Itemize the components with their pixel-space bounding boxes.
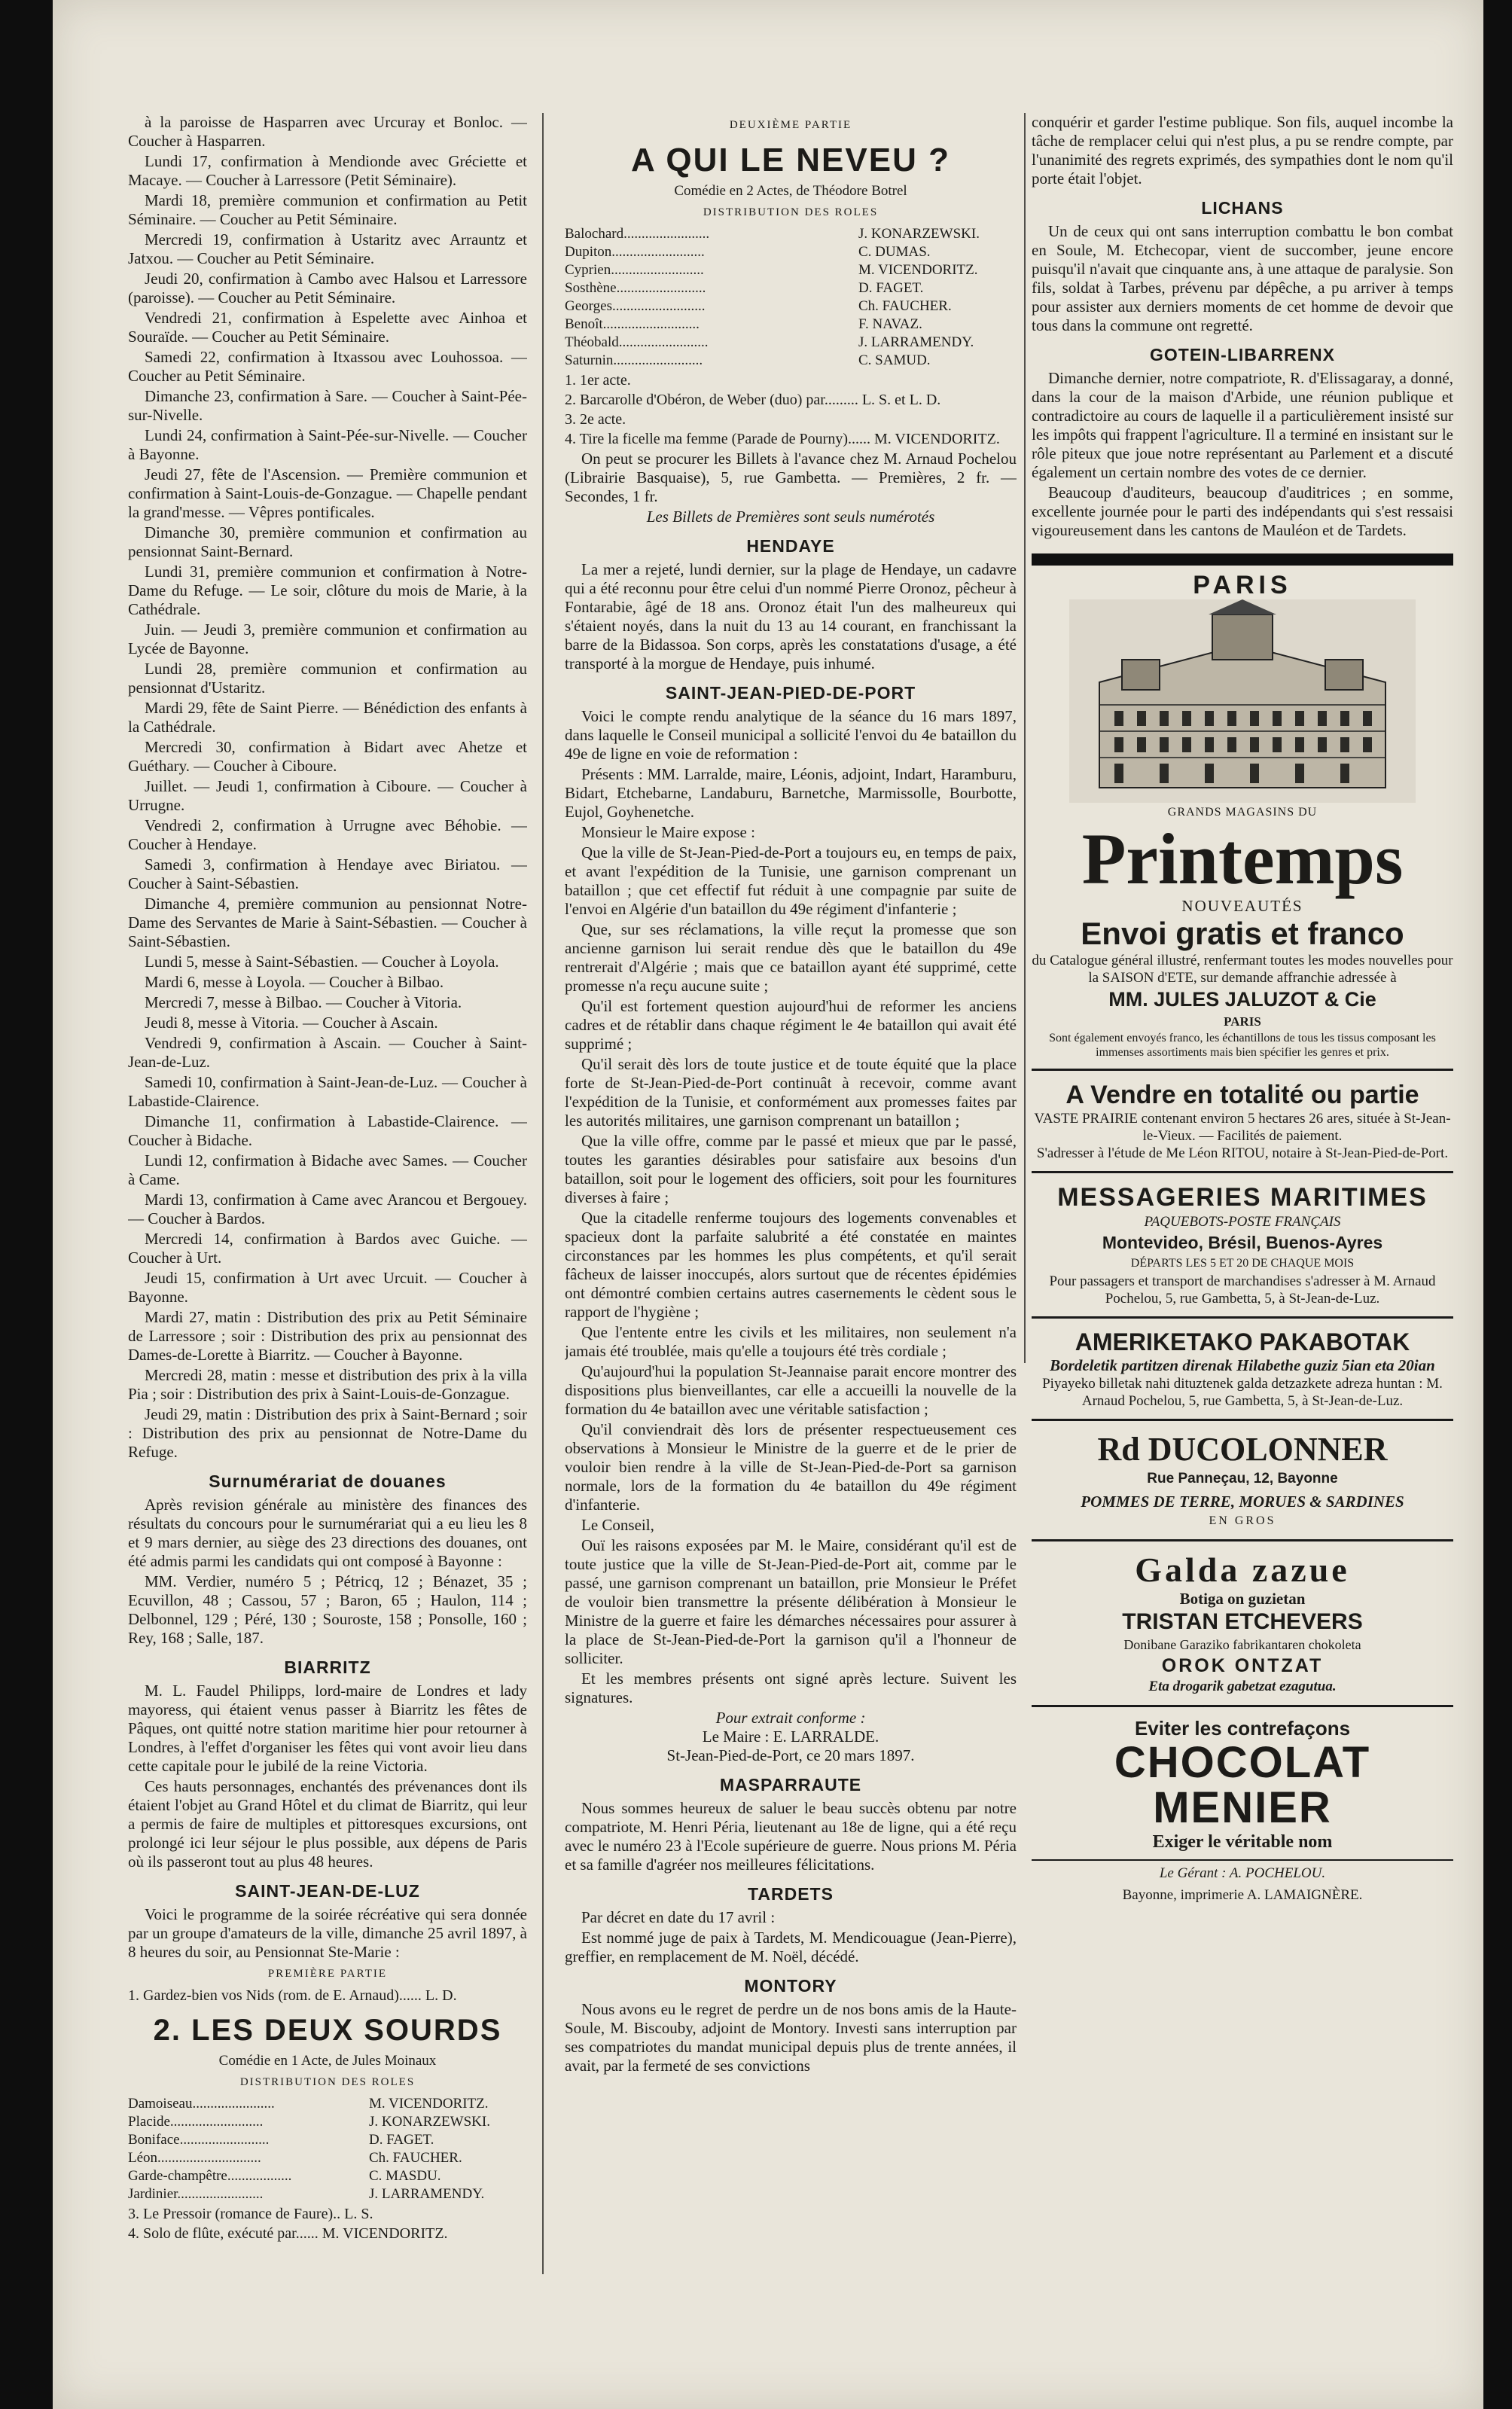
- paragraph: Mercredi 28, matin : messe et distribution des prix à la villa Pia ; soir : Distribution des prix à Saint-Louis-de-Gonzague.: [128, 1366, 527, 1403]
- ad-title: Rd DUCOLONNER: [1097, 1431, 1388, 1468]
- role-name: Sosthène.........................: [565, 280, 706, 296]
- paragraph: Par décret en date du 17 avril :: [581, 1908, 776, 1926]
- ad-brand: CHOCOLAT: [1114, 1738, 1371, 1787]
- section-title-biarritz: BIARRITZ: [284, 1657, 371, 1677]
- ad-divider: [1032, 1705, 1453, 1707]
- paragraph: Mardi 18, première communion et confirmation au Petit Séminaire. — Coucher au Petit Séminaire.: [128, 191, 527, 228]
- section-title-tardets: TARDETS: [748, 1884, 834, 1904]
- actor-name: C. MASDU.: [369, 2168, 441, 2184]
- paragraph: Mercredi 14, confirmation à Bardos avec Guiche. — Coucher à Urt.: [128, 1230, 527, 1267]
- role-name: Cyprien..........................: [565, 262, 704, 278]
- actor-name: C. SAMUD.: [858, 352, 931, 368]
- ad-brand: Printemps: [1081, 819, 1404, 899]
- cast-row: [128, 2185, 527, 2203]
- paragraph: Que, sur ses réclamations, la ville reçut la promesse que son ancienne garnison lui serait rendue dès que le bataillon du 49e rentrerait d'Algérie ; mais que ce bataillon ayant été supprimé, cette promesse n'a reçu aucune suite ;: [565, 920, 1017, 995]
- paragraph: Lundi 24, confirmation à Saint-Pée-sur-Nivelle. — Coucher à Bayonne.: [128, 426, 527, 463]
- place-date: St-Jean-Pied-de-Port, ce 20 mars 1897.: [666, 1746, 915, 1764]
- ad-text: Sont également envoyés franco, les échantillons de tous les tissus composant les immenses assortiments mais bien spécifier les genres et prix.: [1049, 1032, 1436, 1059]
- section-title-sjl: SAINT-JEAN-DE-LUZ: [235, 1881, 420, 1901]
- ad-text: VASTE PRAIRIE contenant environ 5 hectares 26 ares, située à St-Jean-le-Vieux. — Facilités de paiement.: [1034, 1111, 1451, 1144]
- ad-paris: PARIS: [1224, 1014, 1261, 1029]
- ad-title: Galda zazue: [1135, 1551, 1350, 1589]
- paragraph: Jeudi 15, confirmation à Urt avec Urcuit. — Coucher à Bayonne.: [128, 1269, 527, 1306]
- play-title: A QUI LE NEVEU ?: [631, 142, 950, 178]
- roles-label: DISTRIBUTION DES ROLES: [239, 2076, 416, 2088]
- gerant: Le Gérant : A. POCHELOU.: [1159, 1865, 1326, 1881]
- role-name: Théobald.........................: [565, 334, 709, 350]
- role-name: Benoît...........................: [565, 316, 700, 332]
- column-rule: [1024, 113, 1026, 1363]
- council-report: [565, 707, 1017, 1707]
- paragraph: Qu'il est fortement question aujourd'hui de reformer les anciens cadres et de rétablir dans chaque régiment le 4e bataillon qui avait été supprimé ;: [565, 997, 1017, 1053]
- play-subtitle: Comédie en 2 Actes, de Théodore Botrel: [674, 183, 907, 199]
- ad-line: TRISTAN ETCHEVERS: [1122, 1609, 1363, 1634]
- role-name: Garde-champêtre..................: [128, 2168, 292, 2184]
- paragraph: Mardi 29, fête de Saint Pierre. — Bénédiction des enfants à la Cathédrale.: [128, 699, 527, 736]
- ad-text: du Catalogue général illustré, renfermant toutes les modes nouvelles pour la SAISON d'ETE, sur demande affranchie adressée à: [1032, 953, 1453, 986]
- program-item: 3. Le Pressoir (romance de Faure).. L. S.: [128, 2206, 373, 2222]
- paragraph: Juillet. — Jeudi 1, confirmation à Ciboure. — Coucher à Urrugne.: [128, 777, 527, 814]
- paragraph: Dimanche 30, première communion et confirmation au pensionnat Saint-Bernard.: [128, 523, 527, 560]
- paragraph: Un de ceux qui ont sans interruption combattu le bon combat en Soule, M. Etchecopar, vient de succomber, jeune encore puisqu'il n'avait que cinquante ans, à une attaque de paralysie. Son fils, soldat à Tarbes, prévenu par dépêche, a pu arriver à temps pour assister aux derniers moments de cet homme de devoir que tous dans la commune ont regretté.: [1032, 222, 1453, 334]
- ad-title: AMERIKETAKO PAKABOTAK: [1075, 1328, 1410, 1355]
- cast-list: [128, 2095, 527, 2203]
- paragraph: Présents : MM. Larralde, maire, Léonis, adjoint, Indart, Haramburu, Bidart, Etchebarne, Landaburu, Barnetche, Marmissolle, Bourbotte, Eujol, Goyhenetche.: [565, 765, 1017, 821]
- cast-row: [128, 2113, 527, 2131]
- program-part-label: PREMIÈRE PARTIE: [267, 1968, 388, 1980]
- role-name: Georges..........................: [565, 298, 706, 314]
- role-name: Dupiton..........................: [565, 244, 705, 260]
- paragraph: Vendredi 9, confirmation à Ascain. — Coucher à Saint-Jean-de-Luz.: [128, 1034, 527, 1071]
- paragraph: Samedi 10, confirmation à Saint-Jean-de-Luz. — Coucher à Labastide-Clairence.: [128, 1073, 527, 1110]
- cast-list: [565, 225, 1017, 370]
- actor-name: J. LARRAMENDY.: [858, 334, 974, 350]
- role-name: Boniface.........................: [128, 2132, 270, 2148]
- ad-ducolonner: [1032, 1430, 1453, 1530]
- ad-divider: [1032, 1419, 1453, 1421]
- ad-city: PARIS: [1193, 571, 1292, 599]
- paragraph: Juin. — Jeudi 3, première communion et confirmation au Lycée de Bayonne.: [128, 621, 527, 657]
- paragraph: Mardi 13, confirmation à Came avec Arancou et Bergouey. — Coucher à Bardos.: [128, 1191, 527, 1227]
- actor-name: Ch. FAUCHER.: [369, 2150, 462, 2166]
- paragraph: Voici le compte rendu analytique de la séance du 16 mars 1897, dans laquelle le Conseil municipal a sollicité l'envoi du 4e bataillon du 49e de ligne en voie de reformation :: [565, 707, 1017, 763]
- paragraph: MM. Verdier, numéro 5 ; Pétricq, 12 ; Bénazet, 35 ; Ecuvillon, 48 ; Cassou, 57 ; Baron, 65 ; Haulon, 114 ; Delbonnel, 129 ; Péré, 130 ; Souroste, 158 ; Ponsolle, 160 ; Rey, 168 ; Salle, 187.: [128, 1572, 527, 1647]
- paragraph: La mer a rejeté, lundi dernier, sur la plage de Hendaye, un cadavre qui a été reconnu pour être celui d'un nommé Pierre Oronoz, pêcheur à Fontarabie, âgé de 18 ans. Oronoz était l'un des malheureux qui s'étaient noyés, dans la nuit du 13 au 14 courant, en franchissant la barre de la Bidassoa. Son corps, après les constatations d'usage, a été transporté à la morgue de Hendaye, puis inhumé.: [565, 560, 1017, 672]
- column-rule: [542, 113, 544, 2274]
- billets-note: Les Billets de Premières sont seuls numérotés: [646, 508, 935, 526]
- ad-sub: PAQUEBOTS-POSTE FRANÇAIS: [1144, 1214, 1341, 1230]
- section-title-masparraute: MASPARRAUTE: [719, 1775, 862, 1795]
- paragraph: Le Conseil,: [581, 1516, 654, 1534]
- cast-row: [128, 2149, 527, 2167]
- paragraph: Lundi 12, confirmation à Bidache avec Sames. — Coucher à Came.: [128, 1151, 527, 1188]
- ad-line: Eviter les contrefaçons: [1134, 1717, 1351, 1740]
- paragraph: Voici le programme de la soirée récréative qui sera donnée par un groupe d'amateurs de la ville, dimanche 25 avril 1897, à 8 heures du soir, au Pensionnat Ste-Marie :: [128, 1905, 527, 1961]
- cast-row: [128, 2131, 527, 2149]
- extract-label: Pour extrait conforme :: [715, 1709, 866, 1727]
- section-title-hendaye: HENDAYE: [746, 536, 835, 556]
- actor-name: J. LARRAMENDY.: [369, 2186, 485, 2202]
- ad-nouveautes: NOUVEAUTÉS: [1181, 897, 1303, 915]
- paragraph: Ouï les raisons exposées par M. le Maire, considérant qu'il est de toute justice que la ville de St-Jean-Pied-de-Port ait, comme par le passé, une garnison comprenant un bataillon, prie Monsieur le Préfet de vouloir bien transmettre la présente délibération à Monsieur le Ministre de la guerre et faire les démarches nécessaires pour assurer à la place de St-Jean-Pied-de-Port la garnison qu'il a l'honneur de solliciter.: [565, 1536, 1017, 1667]
- ad-title: MESSAGERIES MARITIMES: [1057, 1183, 1428, 1212]
- program-item: 3. 2e acte.: [565, 411, 626, 428]
- paragraph: Mercredi 7, messe à Bilbao. — Coucher à Vitoria.: [145, 993, 462, 1011]
- paragraph: Que la ville de St-Jean-Pied-de-Port a toujours eu, en temps de paix, et avant l'expédition de la Tunisie, une garnison comprenant un bataillon ; que cet effectif fut réduit à une compagnie par suite de l'envoi en Algérie d'un bataillon du 49e régiment d'infanterie ;: [565, 843, 1017, 918]
- cast-row: [565, 297, 1017, 316]
- paragraph: Qu'aujourd'hui la population St-Jeannaise parait encore montrer des dispositions plus bienveillantes, car elle a accueilli la nouvelle de la formation du 4e bataillon avec une véritable satisfaction ;: [565, 1362, 1017, 1418]
- actor-name: M. VICENDORITZ.: [369, 2096, 489, 2112]
- paragraph: Jeudi 8, messe à Vitoria. — Coucher à Ascain.: [145, 1014, 438, 1032]
- paragraph: Samedi 3, confirmation à Hendaye avec Biriatou. — Coucher à Saint-Sébastien.: [128, 855, 527, 892]
- paragraph: Qu'il conviendrait dès lors de présenter respectueusement ces observations à Monsieur le Ministre de la guerre et de le prier de vouloir bien rendre à la ville de St-Jean-Pied-de-Port sa garnison normale, lors de la formation du 4e bataillon du 49e régiment d'infanterie.: [565, 1420, 1017, 1514]
- ad-galda: [1032, 1551, 1453, 1696]
- ad-divider: [1032, 1171, 1453, 1173]
- paragraph: Vendredi 21, confirmation à Espelette avec Ainhoa et Souraïde. — Coucher au Petit Séminaire.: [128, 309, 527, 346]
- ad-divider: [1032, 1539, 1453, 1541]
- ad-routes: Montevideo, Brésil, Buenos-Ayres: [1102, 1233, 1383, 1252]
- role-name: Saturnin.........................: [565, 352, 703, 368]
- paragraph: Que la ville offre, comme par le passé et mieux que par le passé, toutes les garanties désirables pour satisfaire aux besoins d'un bataillon, soit pour le logement des officiers, soit pour les fournitures diverses à faire ;: [565, 1132, 1017, 1206]
- paragraph: Lundi 28, première communion et confirmation au pensionnat d'Ustaritz.: [128, 660, 527, 697]
- roles-label: DISTRIBUTION DES ROLES: [703, 206, 879, 218]
- paragraph: Lundi 17, confirmation à Mendionde avec Gréciette et Macaye. — Coucher à Larressore (Petit Séminaire).: [128, 152, 527, 189]
- ad-line: Botiga on guzietan: [1179, 1590, 1306, 1608]
- play-subtitle: Comédie en 1 Acte, de Jules Moinaux: [218, 2053, 437, 2069]
- section-title-gotein: GOTEIN-LIBARRENX: [1150, 345, 1335, 364]
- paragraph: Samedi 22, confirmation à Itxassou avec Louhossoa. — Coucher au Petit Séminaire.: [128, 348, 527, 385]
- program-item: 1. 1er acte.: [565, 372, 631, 389]
- program-item: 4. Tire la ficelle ma femme (Parade de Pourny)...... M. VICENDORITZ.: [565, 431, 1000, 447]
- cast-row: [565, 316, 1017, 334]
- paragraph: conquérir et garder l'estime publique. Son fils, auquel incombe la tâche de remplacer celui qui n'est plus, a pu se rendre compte, par l'unanimité des regrets exprimés, des sympathies dont le nom qu'il porte était l'objet.: [1032, 113, 1453, 188]
- cast-row: [565, 352, 1017, 370]
- paragraph: Dimanche 11, confirmation à Labastide-Clairence. — Coucher à Bidache.: [128, 1112, 527, 1149]
- ad-menier: [1032, 1716, 1453, 1853]
- actor-name: M. VICENDORITZ.: [858, 262, 978, 278]
- play-title: 2. LES DEUX SOURDS: [153, 2014, 502, 2047]
- section-title-montory: MONTORY: [744, 1976, 837, 1996]
- ad-owners: MM. JULES JALUZOT & Cie: [1108, 988, 1376, 1011]
- paragraph: Est nommé juge de paix à Tardets, M. Mendicouague (Jean-Pierre), greffier, en remplacement de M. Noël, décédé.: [565, 1929, 1017, 1965]
- program-item: 2. Barcarolle d'Obéron, de Weber (duo) par......... L. S. et L. D.: [565, 392, 941, 408]
- ad-departs: DÉPARTS LES 5 ET 20 DE CHAQUE MOIS: [1130, 1257, 1355, 1270]
- paragraph: Mardi 27, matin : Distribution des prix au Petit Séminaire de Larressore ; soir : Distribution des prix au pensionnat des Dames-de-Lorette à Biarritz. — Coucher à Bayonne.: [128, 1308, 527, 1364]
- role-name: Placide..........................: [128, 2114, 264, 2130]
- ad-divider: [1032, 1069, 1453, 1071]
- cast-row: [128, 2095, 527, 2113]
- ad-divider: [1032, 1316, 1453, 1319]
- ad-sub: Bordeletik partitzen direnak Hilabethe guziz 5ian eta 20ian: [1050, 1356, 1435, 1374]
- paragraph: Nous sommes heureux de saluer le beau succès obtenu par notre compatriote, M. Henri Péria, lieutenant au 18e de ligne, qui a été reçu avec le numéro 23 à l'Ecole supérieure de guerre. Nous prions M. Péria et sa famille d'agréer nos meilleures félicitations.: [565, 1799, 1017, 1874]
- cast-row: [565, 243, 1017, 261]
- actor-name: J. KONARZEWSKI.: [858, 226, 980, 242]
- paragraph: Monsieur le Maire expose :: [581, 823, 755, 841]
- imprimerie: Bayonne, imprimerie A. LAMAIGNÈRE.: [1122, 1887, 1363, 1903]
- column-left: [128, 113, 527, 2364]
- program-part-label: DEUXIÈME PARTIE: [729, 119, 852, 131]
- paragraph: Dimanche 4, première communion au pensionnat Notre-Dame des Servantes de Marie à Saint-Sébastien. — Coucher à Saint-Sébastien.: [128, 895, 527, 950]
- actor-name: D. FAGET.: [858, 280, 924, 296]
- paragraph: Que la citadelle renferme toujours des logements convenables et spacieux dont la parfaite salubrité a été constatée en maintes circonstances par les hommes les plus compétents, et qu'il serait fâcheux de laisser inoccupés, alors surtout que de récentes épidémies ont démontré combien certains autres casernements le cèdent sous le rapport de l'hygiène ;: [565, 1209, 1017, 1321]
- paragraph: Mercredi 19, confirmation à Ustaritz avec Arrauntz et Jatxou. — Coucher au Petit Séminaire.: [128, 230, 527, 267]
- ad-title: A Vendre en totalité ou partie: [1065, 1081, 1419, 1109]
- ad-gros: EN GROS: [1209, 1514, 1276, 1527]
- paragraph: à la paroisse de Hasparren avec Urcuray et Bonloc. — Coucher à Hasparren.: [128, 113, 527, 150]
- column-middle: [565, 113, 1017, 2364]
- ad-caption: GRANDS MAGASINS DU: [1167, 806, 1318, 819]
- section-title-sjpp: SAINT-JEAN-PIED-DE-PORT: [665, 683, 916, 703]
- ad-text: S'adresser à l'étude de Me Léon RITOU, notaire à St-Jean-Pied-de-Port.: [1036, 1145, 1449, 1161]
- paragraph: Après revision générale au ministère des finances des résultats du concours pour le surnumérariat qui a eu lieu les 8 et 9 mars dernier, au siège des 23 directions des douanes, ont été admis parmi les candidats qui ont composé à Bayonne :: [128, 1496, 527, 1570]
- mayor-signature: Le Maire : E. LARRALDE.: [702, 1727, 879, 1746]
- ad-messageries: [1032, 1182, 1453, 1307]
- section-title-douanes: Surnumérariat de douanes: [209, 1471, 447, 1491]
- paragraph: Que l'entente entre les civils et les militaires, non seulement n'a jamais été troublée, mais qu'elle a toujours été très cordiale ;: [565, 1323, 1017, 1360]
- ad-vendre: [1032, 1080, 1453, 1162]
- program-item: 1. Gardez-bien vos Nids (rom. de E. Arnaud)...... L. D.: [128, 1987, 457, 2004]
- ad-line: Eta drogarik gabetzat ezagutua.: [1148, 1679, 1337, 1694]
- paragraph: Jeudi 20, confirmation à Cambo avec Halsou et Larressore (paroisse). — Coucher au Petit Séminaire.: [128, 270, 527, 306]
- paragraph: On peut se procurer les Billets à l'avance chez M. Arnaud Pochelou (Librairie Basquaise), 5, rue Gambetta. — Premières, 2 fr. — Secondes, 1 fr.: [565, 450, 1017, 505]
- paragraph: Vendredi 2, confirmation à Urrugne avec Béhobie. — Coucher à Hendaye.: [128, 816, 527, 853]
- ad-divider: [1032, 1859, 1453, 1861]
- role-name: Jardinier........................: [128, 2186, 264, 2202]
- section-title-lichans: LICHANS: [1201, 198, 1284, 218]
- paragraph: Et les membres présents ont signé après lecture. Suivent les signatures.: [565, 1670, 1017, 1706]
- paragraph: M. L. Faudel Philipps, lord-maire de Londres et lady mayoress, qui étaient venus passer à Biarritz les fêtes de Pâques, ont quitté notre station maritime hier pour retourner à Londres, à l'effet d'organiser les fêtes qui vont avoir lieu dans cette capitale pour le jubilé de la reine Victoria.: [128, 1682, 527, 1775]
- paragraph: Lundi 5, messe à Saint-Sébastien. — Coucher à Loyola.: [145, 953, 499, 971]
- ad-brand: MENIER: [1153, 1783, 1332, 1832]
- actor-name: D. FAGET.: [369, 2132, 434, 2148]
- ad-divider: [1032, 553, 1453, 566]
- ad-address: Rue Panneçau, 12, Bayonne: [1147, 1471, 1338, 1487]
- cast-row: [565, 279, 1017, 297]
- paragraph: Lundi 31, première communion et confirmation à Notre-Dame du Refuge. — Le soir, clôture du mois de Marie, à la Cathédrale.: [128, 563, 527, 618]
- confirmation-schedule: [128, 113, 527, 1462]
- ad-amerika: [1032, 1328, 1453, 1410]
- ad-line: OROK ONTZAT: [1161, 1655, 1324, 1676]
- ad-printemps: [1032, 571, 1453, 1060]
- ad-envoi: Envoi gratis et franco: [1081, 916, 1404, 951]
- paragraph: Dimanche 23, confirmation à Sare. — Coucher à Saint-Pée-sur-Nivelle.: [128, 387, 527, 424]
- paragraph: Jeudi 29, matin : Distribution des prix à Saint-Bernard ; soir : Distribution des prix au pensionnat de Notre-Dame du Refuge.: [128, 1405, 527, 1461]
- ad-text: Piyayeko billetak nahi dituztenek galda detzazkete adreza huntan : M. Arnaud Pochelou, 5, rue Gambetta, 5, à St-Jean-de-Luz.: [1042, 1376, 1443, 1409]
- cast-row: [565, 334, 1017, 352]
- role-name: Léon.............................: [128, 2150, 261, 2166]
- actor-name: F. NAVAZ.: [858, 316, 922, 332]
- ad-line: Exiger le véritable nom: [1152, 1832, 1333, 1852]
- paragraph: Qu'il serait dès lors de toute justice et de toute équité que la place forte de St-Jean-Pied-de-Port continuât à recevoir, comme avant l'expédition de la Tunisie, et conformément aux promesses faites par les autorités militaires, une garnison comprenant un bataillon ;: [565, 1055, 1017, 1130]
- program-item: 4. Solo de flûte, exécuté par...... M. VICENDORITZ.: [128, 2225, 448, 2242]
- role-name: Damoiseau.......................: [128, 2096, 275, 2112]
- actor-name: C. DUMAS.: [858, 244, 931, 260]
- ad-goods: POMMES DE TERRE, MORUES & SARDINES: [1081, 1493, 1404, 1511]
- newspaper-page: [53, 0, 1483, 2409]
- paragraph: Mercredi 30, confirmation à Bidart avec Ahetze et Guéthary. — Coucher à Ciboure.: [128, 738, 527, 775]
- actor-name: Ch. FAUCHER.: [858, 298, 952, 314]
- actor-name: J. KONARZEWSKI.: [369, 2114, 490, 2130]
- paragraph: Ces hauts personnages, enchantés des prévenances dont ils étaient l'objet au Grand Hôtel et du climat de Biarritz, qui leur a permis de faire de multiples et pittoresques excursions, ont prolongé ici leur séjour le plus possible, aux dépens de Paris où ils passeront tout au plus 48 heures.: [128, 1777, 527, 1871]
- paragraph: Nous avons eu le regret de perdre un de nos bons amis de la Haute-Soule, M. Biscouby, adjoint de Montory. Investi sans interruption par ses compatriotes du mandat municipal depuis plus de trente années, il avait, par la fermeté de ses convictions: [565, 2000, 1017, 2075]
- paragraph: Dimanche dernier, notre compatriote, R. d'Elissagaray, a donné, dans la cour de la maison d'Arbide, une réunion publique et contradictoire au cours de laquelle il a particulièrement insisté sur les impôts qui frappent l'agriculture. Il a terminé en insistant sur le rôle piteux que joue notre représentant au Parlement et a discuté également un certain nombre des votes de ce dernier.: [1032, 369, 1453, 481]
- column-right: [1032, 113, 1453, 2364]
- paragraph: Mardi 6, messe à Loyola. — Coucher à Bilbao.: [145, 973, 444, 991]
- paragraph: Beaucoup d'auditeurs, beaucoup d'auditrices ; en somme, excellente journée pour le parti des indépendants qui s'est ressaisi vigoureusement dans les cantons de Mauléon et de Tardets.: [1032, 483, 1453, 539]
- ad-line: Donibane Garaziko fabrikantaren chokoleta: [1123, 1637, 1361, 1652]
- cast-row: [565, 261, 1017, 279]
- cast-row: [565, 225, 1017, 243]
- department-store-illustration: [1069, 599, 1416, 803]
- ad-text: Pour passagers et transport de marchandises s'adresser à M. Arnaud Pochelou, 5, rue Gambetta, 5, à St-Jean-de-Luz.: [1049, 1273, 1436, 1307]
- paragraph: Jeudi 27, fête de l'Ascension. — Première communion et confirmation à Saint-Louis-de-Gonzague. — Chapelle pendant la grand'messe. — Vêpres pontificales.: [128, 465, 527, 521]
- cast-row: [128, 2167, 527, 2185]
- role-name: Balochard........................: [565, 226, 710, 242]
